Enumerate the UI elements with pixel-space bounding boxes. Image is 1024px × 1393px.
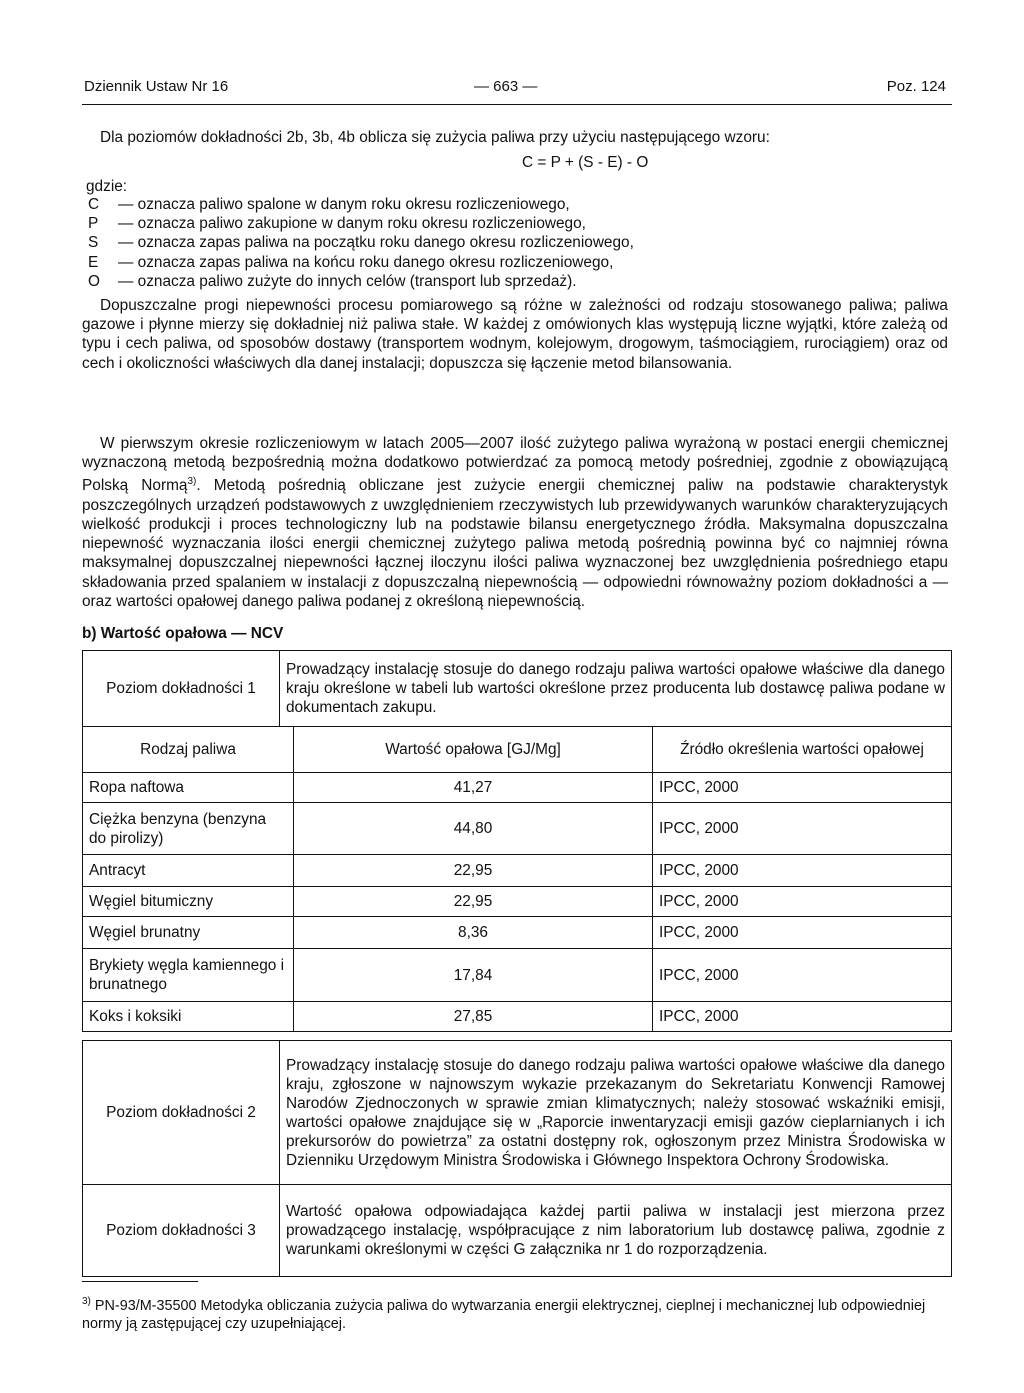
fuel-value: 22,95 xyxy=(294,887,653,917)
paragraph-first-period xyxy=(82,434,948,611)
fuel-value: 44,80 xyxy=(294,803,653,855)
formula: C = P + (S - E) - O xyxy=(522,154,649,171)
table-header-row xyxy=(83,727,952,773)
fuel-source: IPCC, 2000 xyxy=(653,887,952,917)
column-header: Źródło określenia wartości opałowej xyxy=(653,727,952,773)
footnote-mark: 3) xyxy=(82,1296,91,1307)
fuel-source: IPCC, 2000 xyxy=(653,803,952,855)
table-row xyxy=(83,887,952,917)
fuel-source: IPCC, 2000 xyxy=(653,917,952,949)
where-label: gdzie: xyxy=(86,178,128,195)
page-number: — 663 — xyxy=(474,78,538,95)
level-3-label: Poziom dokładności 3 xyxy=(83,1185,280,1277)
definition-symbol: P xyxy=(88,215,99,233)
fuel-source: IPCC, 2000 xyxy=(653,1002,952,1032)
fuel-source: IPCC, 2000 xyxy=(653,949,952,1002)
header-rule xyxy=(82,104,952,105)
fuel-value: 8,36 xyxy=(294,917,653,949)
fuel-value: 41,27 xyxy=(294,773,653,803)
column-header: Wartość opałowa [GJ/Mg] xyxy=(294,727,653,773)
paragraph-uncertainty: Dopuszczalne progi niepewności procesu pomiarowego są różne w zależności od rodzaju stosowanego paliwa; paliwa gazowe i płynne mierzy się dokładniej niż paliwa stałe. W każdej z omówionych klas występują liczne wyjątki, które zależą od typu i cech paliwa, od sposobów dostawy (transportem wodnym, kolejowym, drogowym, taśmociągiem, rurociągiem) oraz od cech i okoliczności właściwych dla danej instalacji; dopuszcza się łączenie metod bilansowania. xyxy=(82,297,948,372)
page-header xyxy=(82,78,952,102)
table-row xyxy=(83,949,952,1002)
definition-symbol: C xyxy=(88,196,100,213)
fuel-name: Brykiety węgla kamiennego i brunatnego xyxy=(83,949,294,1002)
fuel-name: Ciężka benzyna (benzyna do pirolizy) xyxy=(83,803,294,855)
definition-list xyxy=(88,195,634,291)
table-row xyxy=(83,803,952,855)
definition-item xyxy=(88,272,634,291)
fuel-name: Ropa naftowa xyxy=(83,773,294,803)
level-1-table xyxy=(82,650,952,727)
table-row xyxy=(83,1002,952,1032)
paragraph-text: . Metodą pośrednią obliczane jest zużycie energii chemicznej paliw na podstawie charakterystyk poszczególnych urządzeń podstawowych z uwzględnieniem rzeczywistych lub przewidywanych warunków charakteryzujących wielkość produkcji i proces technologiczny lub na podstawie bilansu energetycznego źródła. Maksymalna dopuszczalna niepewność wyznaczania ilości energii chemicznej zużytego paliwa metodą pośrednią powinna być co najmniej równa maksymalnej dopuszczalnej niepewności łącznej iloczynu ilości paliwa wyznaczonej bez uwzględnienia pośredniego etapu składowania przed spalaniem w instalacji z dopuszczalną niepewnością — odpowiedni równoważny poziom dokładności a — oraz wartości opałowej danego paliwa podanej z określoną niepewnością. xyxy=(82,477,948,610)
level-2-label: Poziom dokładności 2 xyxy=(83,1041,280,1185)
footnote-rule xyxy=(82,1281,198,1282)
footnote-reference: 3) xyxy=(187,476,197,488)
definition-item xyxy=(88,233,634,252)
paragraph-text: W pierwszym okresie rozliczeniowym w latach 2005—2007 ilość zużytego paliwa wyrażoną w postaci energii chemicznej wyznaczoną metodą bezpośrednią można dodatkowo potwierdzać za pomocą metody pośredniej, zgodnie z obowiązującą Polską Normą xyxy=(82,435,948,495)
footnote xyxy=(82,1293,948,1333)
fuel-source: IPCC, 2000 xyxy=(653,773,952,803)
section-heading: b) Wartość opałowa — NCV xyxy=(82,625,284,642)
intro-text: Dla poziomów dokładności 2b, 3b, 4b oblicza się zużycia paliwa przy użyciu następującego wzoru: xyxy=(100,129,770,146)
definition-text: — oznacza paliwo zakupione w danym roku okresu rozliczeniowego, xyxy=(118,215,586,233)
definition-symbol: E xyxy=(88,253,99,271)
fuel-values-table xyxy=(82,726,952,1032)
definition-item xyxy=(88,195,634,214)
fuel-name: Węgiel brunatny xyxy=(83,917,294,949)
definition-text: — oznacza zapas paliwa na początku roku danego okresu rozliczeniowego, xyxy=(118,234,634,252)
table-row xyxy=(83,855,952,887)
level-3-description: Wartość opałowa odpowiadająca każdej partii paliwa w instalacji jest mierzona przez prowadzącego instalację, współpracujące z nim laboratorium lub dostawcę paliwa, zgodnie z warunkami określonymi w części G załącznika nr 1 do rozporządzenia. xyxy=(280,1185,952,1277)
definition-symbol: O xyxy=(88,272,100,290)
fuel-name: Koks i koksiki xyxy=(83,1002,294,1032)
level-2-description: Prowadzący instalację stosuje do danego rodzaju paliwa wartości opałowe właściwe dla danego kraju, zgłoszone w najnowszym wykazie przekazanym do Sekretariatu Konwencji Ramowej Narodów Zjednoczonych w sprawie zmian klimatycznych; należy stosować wskaźniki emisji, wartości opałowe znajdujące się w „Raporcie inwentaryzacji emisji gazów cieplarnianych i ich prekursorów do powietrza” za ostatni dostępny rok, ogłoszonym przez Ministra Środowiska w Dzienniku Urzędowym Ministra Środowiska i Głównego Inspektora Ochrony Środowiska. xyxy=(280,1041,952,1185)
definition-symbol: S xyxy=(88,234,99,252)
position-number: Poz. 124 xyxy=(886,78,946,95)
definition-item xyxy=(88,253,634,272)
definition-text: — oznacza paliwo spalone w danym roku okresu rozliczeniowego, xyxy=(118,196,570,213)
column-header: Rodzaj paliwa xyxy=(83,727,294,773)
table-row xyxy=(83,917,952,949)
levels-2-3-table xyxy=(82,1040,952,1277)
fuel-name: Antracyt xyxy=(83,855,294,887)
table-row xyxy=(83,773,952,803)
level-1-description: Prowadzący instalację stosuje do danego rodzaju paliwa wartości opałowe właściwe dla danego kraju określone w tabeli lub wartości określone przez producenta lub dostawcę paliwa podane w dokumentach zakupu. xyxy=(280,651,952,727)
definition-item xyxy=(88,214,634,233)
definition-text: — oznacza zapas paliwa na końcu roku danego okresu rozliczeniowego, xyxy=(118,253,614,271)
fuel-value: 22,95 xyxy=(294,855,653,887)
definition-text: — oznacza paliwo zużyte do innych celów (transport lub sprzedaż). xyxy=(118,272,577,290)
fuel-name: Węgiel bitumiczny xyxy=(83,887,294,917)
journal-title: Dziennik Ustaw Nr 16 xyxy=(84,78,229,95)
level-1-label: Poziom dokładności 1 xyxy=(83,651,280,727)
footnote-text: PN-93/M-35500 Metodyka obliczania zużycia paliwa do wytwarzania energii elektrycznej, cieplnej i mechanicznej lub odpowiedniej normy ją zastępującej czy uzupełniającej. xyxy=(82,1297,926,1332)
fuel-value: 17,84 xyxy=(294,949,653,1002)
fuel-value: 27,85 xyxy=(294,1002,653,1032)
fuel-source: IPCC, 2000 xyxy=(653,855,952,887)
